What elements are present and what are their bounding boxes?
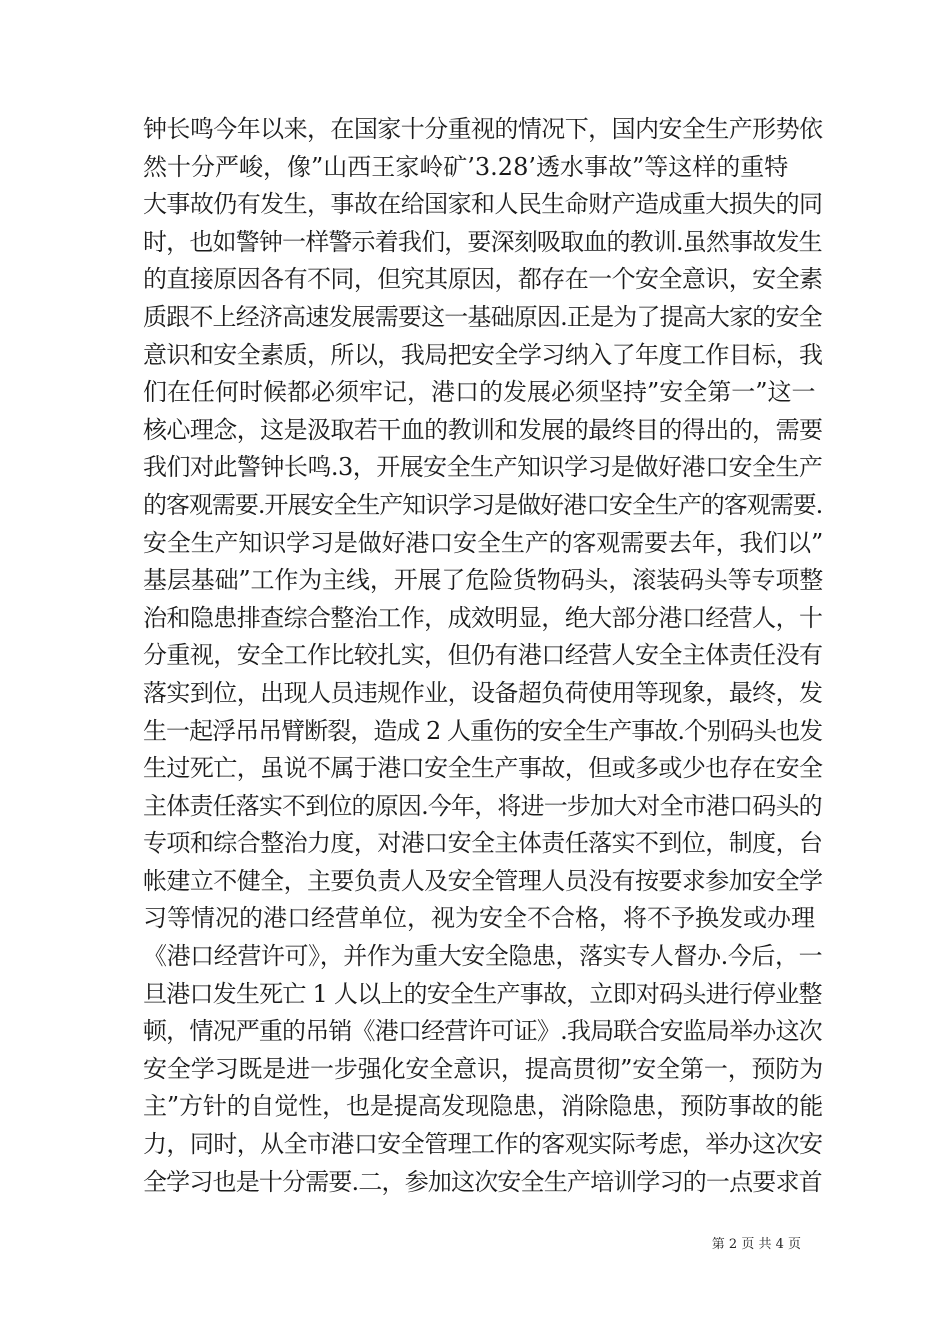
page-number-footer: 第 2 页 共 4 页 — [711, 1237, 801, 1252]
text-line: 落实到位，出现人员违规作业，设备超负荷使用等现象，最终，发 — [143, 678, 823, 707]
text-line: 顿，情况严重的吊销《港口经营许可证》.我局联合安监局举办这次 — [143, 1017, 822, 1046]
text-line: 大事故仍有发生，事故在给国家和人民生命财产造成重大损失的同 — [143, 190, 823, 219]
text-line: 生一起浮吊吊臂断裂，造成 2 人重伤的安全生产事故.个别码头也发 — [143, 716, 823, 745]
text-line: 钟长鸣今年以来，在国家十分重视的情况下，国内安全生产形势依 — [143, 115, 823, 143]
text-line: 安全生产知识学习是做好港口安全生产的客观需要去年，我们以” — [143, 528, 823, 557]
text-line: 们在任何时候都必须牢记，港口的发展必须坚持”安全第一”这一 — [143, 378, 816, 407]
text-line: 分重视，安全工作比较扎实，但仍有港口经营人安全主体责任没有 — [143, 641, 823, 670]
text-line: 主”方针的自觉性，也是提高发现隐患，消除隐患，预防事故的能 — [143, 1092, 823, 1121]
text-line: 我们对此警钟长鸣.3，开展安全生产知识学习是做好港口安全生产 — [143, 453, 823, 482]
text-line: 质跟不上经济高速发展需要这一基础原因.正是为了提高大家的安全 — [143, 302, 822, 331]
body-text — [143, 111, 823, 1201]
text-line: 帐建立不健全，主要负责人及安全管理人员没有按要求参加安全学 — [143, 866, 823, 895]
text-line: 然十分严峻，像”山西王家岭矿’3.28’透水事故”等这样的重特 — [143, 152, 789, 181]
text-line: 基层基础”工作为主线，开展了危险货物码头，滚装码头等专项整 — [143, 566, 823, 595]
text-line: 生过死亡，虽说不属于港口安全生产事故，但或多或少也存在安全 — [143, 754, 823, 783]
text-line: 旦港口发生死亡 1 人以上的安全生产事故，立即对码头进行停业整 — [143, 979, 822, 1008]
text-line: 的客观需要.开展安全生产知识学习是做好港口安全生产的客观需要. — [143, 490, 823, 519]
text-line: 治和隐患排查综合整治工作，成效明显，绝大部分港口经营人，十 — [143, 603, 823, 632]
text-line: 的直接原因各有不同，但究其原因，都存在一个安全意识，安全素 — [143, 265, 823, 294]
text-line: 时，也如警钟一样警示着我们，要深刻吸取血的教训.虽然事故发生 — [143, 227, 822, 256]
text-line: 力，同时，从全市港口安全管理工作的客观实际考虑，举办这次安 — [143, 1130, 823, 1159]
text-line: 核心理念，这是汲取若干血的教训和发展的最终目的得出的，需要 — [143, 415, 823, 444]
text-line: 主体责任落实不到位的原因.今年，将进一步加大对全市港口码头的 — [143, 791, 822, 820]
text-line: 《港口经营许可》，并作为重大安全隐患，落实专人督办.今后，一 — [143, 942, 823, 971]
text-line: 全学习也是十分需要.二，参加这次安全生产培训学习的一点要求首 — [143, 1167, 822, 1196]
text-line: 习等情况的港口经营单位，视为安全不合格，将不予换发或办理 — [143, 904, 815, 933]
text-line: 意识和安全素质，所以，我局把安全学习纳入了年度工作目标，我 — [143, 340, 823, 369]
text-line: 专项和综合整治力度，对港口安全主体责任落实不到位，制度，台 — [143, 829, 823, 858]
text-line: 安全学习既是进一步强化安全意识，提高贯彻”安全第一，预防为 — [143, 1054, 823, 1083]
